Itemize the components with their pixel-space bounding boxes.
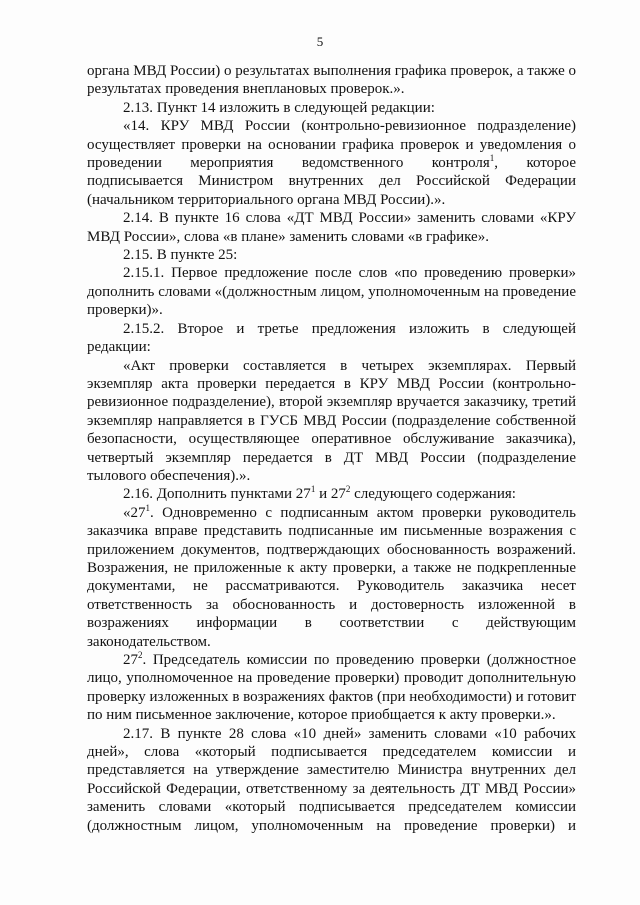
page-number: 5: [316, 34, 324, 49]
paragraph-27-1: [87, 504, 576, 651]
superscript-mark: 2: [138, 650, 143, 660]
paragraph-2-15-1: [87, 264, 576, 319]
paragraph-text-continued: , которое подписывается Министром внутренних дел Российской Федерации (начальником территориального органа МВД России).».: [87, 155, 576, 208]
paragraph-intro: [87, 62, 576, 99]
superscript-mark: 1: [310, 484, 316, 495]
paragraph-text: «27: [123, 504, 146, 521]
paragraph-2-16: [87, 485, 576, 503]
paragraph-text: «14. КРУ МВД России (контрольно-ревизионное подразделение) осуществляет проверки на основании графика проверок и уведомления о проведении мероприятия ведомственного контроля: [87, 118, 576, 172]
paragraph-text: 2.13. Пункт 14 изложить в следующей редакции:: [123, 99, 435, 116]
paragraph-text: «Акт проверки составляется в четырех экземплярах. Первый экземпляр акта проверки передается в КРУ МВД России (контрольно-ревизионное подразделение), второй экземпляр вручается заказчику, третий экземпляр направляется в ГУСБ МВД России (подразделение собственной безопасности, осуществляющее оперативное обслуживание заказчика), четвертый экземпляр передается в ДТ МВД России (подразделение тылового обеспечения).».: [87, 357, 576, 484]
paragraph-act-quote: [87, 357, 576, 486]
paragraph-27-2: [87, 651, 576, 725]
paragraph-2-13: [87, 99, 576, 117]
paragraph-text: 27: [123, 652, 138, 668]
footnote-mark: 1: [489, 153, 495, 164]
paragraph-2-15: [87, 246, 576, 264]
paragraph-text: 2.17. В пункте 28 слова «10 дней» заменить словами «10 рабочих дней», слова «который подписывается председателем комиссии и представляется на утверждение заместителю Министра внутренних дел Российской Федерации, ответственному за деятельность ДТ МВД России» заменить словами «который подписывается председателем комиссии (должностным лицом, уполномоченным на проведение проверки) и: [87, 725, 576, 834]
paragraph-text: 2.15. В пункте 25:: [123, 247, 238, 264]
paragraph-2-15-2: [87, 320, 576, 357]
paragraph-14-quote: [87, 117, 576, 209]
superscript-mark: 1: [145, 502, 150, 513]
document-body: [87, 62, 576, 835]
paragraph-text-continued: следующего содержания:: [350, 486, 516, 503]
paragraph-text: 2.15.1. Первое предложение после слов «по проведению проверки» дополнить словами «(должностным лицом, уполномоченным на проведение проверки)».: [87, 265, 576, 319]
paragraph-text: органа МВД России) о результатах выполнения графика проверок, а также о результатах проведения внеплановых проверок.».: [87, 63, 576, 98]
paragraph-text-continued: . Одновременно с подписанным актом проверки руководитель заказчика вправе представить подписанные им письменные возражения с приложением документов, подтверждающих обоснованность возражений. Возражения, не приложенные к акту проверки, а также не подкрепленные документами, не рассматриваются. Руководитель заказчика несет ответственность за обоснованность и достоверность изложенной в возражениях информации в соответствии с действующим законодательством.: [87, 504, 576, 650]
superscript-mark: 2: [345, 484, 351, 495]
paragraph-2-17: [87, 725, 576, 835]
paragraph-text-middle: и 27: [315, 486, 346, 503]
paragraph-text: 2.14. В пункте 16 слова «ДТ МВД России» заменить словами «КРУ МВД России», слова «в плане» заменить словами «в графике».: [87, 210, 576, 245]
paragraph-text: 2.15.2. Второе и третье предложения изложить в следующей редакции:: [87, 320, 576, 356]
paragraph-text-continued: . Председатель комиссии по проведению проверки (должностное лицо, уполномоченное на проведение проверки) проводит дополнительную проверку изложенных в возражениях фактов (при необходимости) и готовит по ним письменное заключение, которое приобщается к акту проверки.».: [87, 652, 576, 724]
paragraph-2-14: [87, 209, 576, 246]
paragraph-text: 2.16. Дополнить пунктами 27: [123, 486, 311, 503]
